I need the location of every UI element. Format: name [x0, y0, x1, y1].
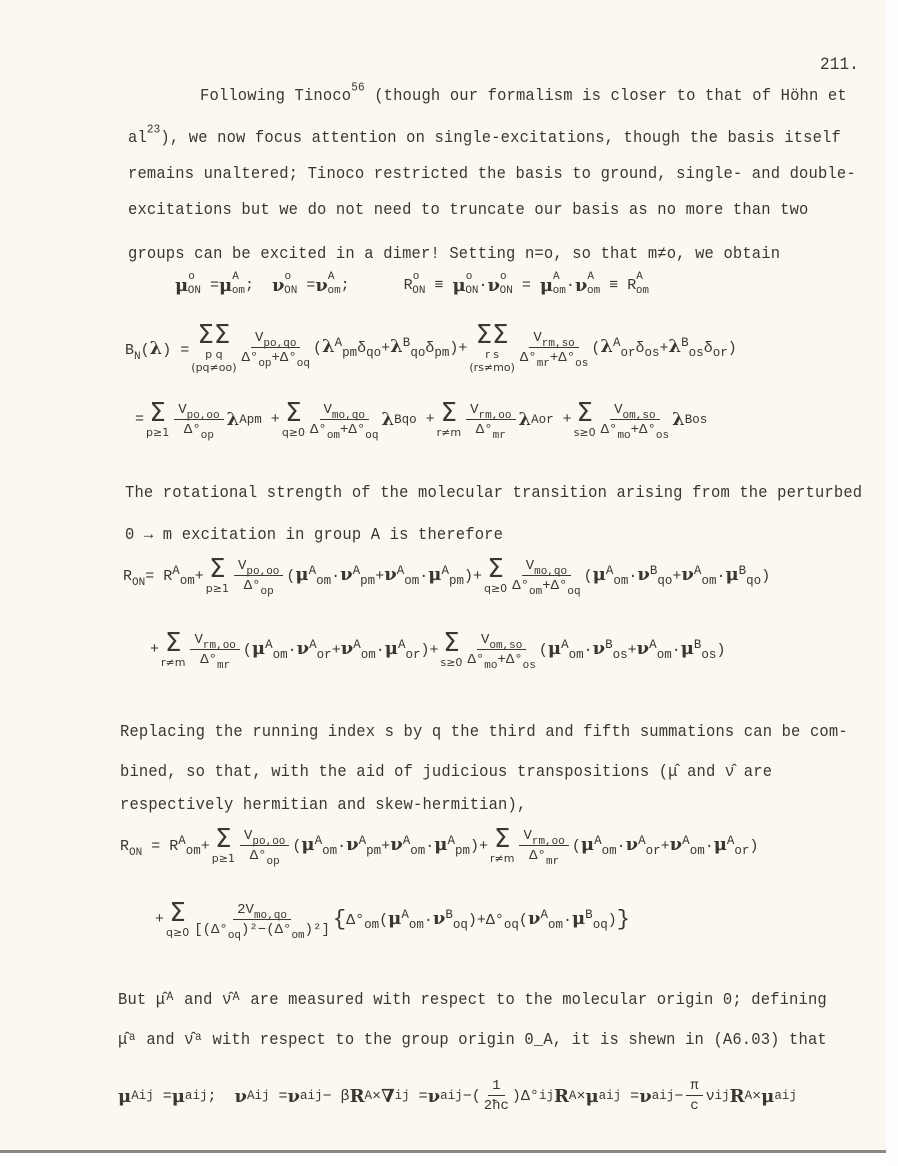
equation-r-on-combined-row2: + Σ q≥0 $\frac{2V_{mo,qo}}{[(\Delta^\circ_{oq})^2-(\Delta^\circ_{om})^2]}$ { $\Delta^\circ_{om}(\mu^A_{om}\cdot\nu^B_{oq})+\Delta^\circ_{oq}(\nu^A_{om}\cdot\mu^B_{oq})$ } — [155, 898, 630, 942]
equation-r-on-full-row2: + Σ r≠m $\frac{V_{rm,oo}}{\Delta^\circ_{mr}}$ $(\mu^A_{om}\cdot\nu^A_{or}+\nu^A_{om}\cdot\mu^A_{or})+$ Σ s≥0 $\frac{V_{om,so}}{\Delta^\circ_{mo}+\Delta^\circ_{os}}$ $(\mu^A_{om}\cdot\nu^B_{os}+\nu^A_{om}\cdot\mu^B_{os})$ — [150, 628, 726, 672]
equation-r-on-combined-row1: $R_{ON} = R^A_{om}+$ Σ p≥1 $\frac{V_{po,oo}}{\Delta^\circ_{op}}$ $(\mu^A_{om}\cdot\nu^A_{pm}+\nu^A_{om}\cdot\mu^A_{pm})+$ Σ r≠m $\frac{V_{rm,oo}}{\Delta^\circ_{mr}}$ $(\mu^A_{om}\cdot\nu^A_{or}+\nu^A_{om}\cdot\mu^A_{or})$ — [120, 824, 759, 868]
equation-moments: μ o ON = μ A om ; ν o ON = ν A om ; R o ON ≡ μ o ON · ν o ON = μ A om · ν A om ≡ R A om — [175, 270, 650, 297]
page-number: 211. — [820, 55, 860, 75]
text-line: respectively hermitian and skew-hermitian), — [120, 795, 527, 815]
text-line: The rotational strength of the molecular transition arising from the perturbed — [125, 483, 863, 503]
text-line: excitations but we do not need to truncate our basis as no more than two — [128, 200, 809, 220]
text-line: μ̂ᵃ and ν̂ᵃ with respect to the group origin 0_A, it is shewn in (A6.03) that — [118, 1030, 827, 1050]
page-edge — [886, 0, 898, 1166]
text-line: $al^{23}$), we now focus attention on single-excitations, though the basis itself — [128, 123, 841, 148]
equation-r-on-full-row1: $R_{ON}= R^A_{om}+$ Σ p≥1 $\frac{V_{po,oo}}{\Delta^\circ_{op}}$ $(\mu^A_{om}\cdot\nu^A_{pm}+\nu^A_{om}\cdot\mu^A_{pm})+$ Σ q≥0 $\frac{V_{mo,qo}}{\Delta^\circ_{om}+\Delta^\circ_{oq}}$ $(\mu^A_{om}\cdot\nu^B_{qo}+\nu^A_{om}\cdot\mu^B_{qo})$ — [123, 554, 771, 598]
text-line: bined, so that, with the aid of judicious transpositions (μ̂ and ν̂ are — [120, 762, 773, 782]
equation-bn-lambda: $B_N(\lambda)$ = ΣΣ p q (pq≠oo) $\frac{V_{po,qo}}{\Delta^\circ_{op}+\Delta^\circ_{oq}}$ $(\lambda^A_{pm}\delta_{qo}+\lambda^B_{qo}\delta_{pm})+$ ΣΣ r s (rs≠mo) $\frac{V_{rm,so}}{\Delta^\circ_{mr}+\Delta^\circ_{os}}$ $(\lambda^A_{or}\delta_{os}+\lambda^B_{os}\delta_{or})$ — [125, 320, 737, 374]
text-line: Following Tinoco$^{56}$ (though our formalism is closer to that of Höhn et — [200, 81, 847, 106]
text-line: But μ̂ᴬ and ν̂ᴬ are measured with respect to the molecular origin 0; defining — [118, 990, 827, 1010]
text-line: groups can be excited in a dimer! Setting n=o, so that m≠o, we obtain — [128, 244, 781, 264]
text-line: remains unaltered; Tinoco restricted the basis to ground, single- and double- — [128, 164, 856, 184]
text-line: 0 → m excitation in group A is therefore — [125, 525, 504, 545]
text-line: Replacing the running index s by q the third and fifth summations can be com- — [120, 722, 848, 742]
equation-bn-expanded: = Σ p≥1 $\frac{V_{po,oo}}{\Delta^\circ_{op}}$ λ A pm + Σ q≥0 $\frac{V_{mo,qo}}{\Delta^\circ_{om}+\Delta^\circ_{oq}}$ λ B qo + Σ r≠m $\frac{V_{rm,oo}}{\Delta^\circ_{mr}}$ λ A or + Σ s≥0 $\frac{V_{om,so}}{\Delta^\circ_{mo}+\Delta^\circ_{os}}$ λ B os — [135, 398, 708, 442]
equation-origin-transform: μ A ij = μ a ij ; ν A ij = ν a ij − β R A × ∇ ij = ν a ij −( $\frac{1}{2ħc}$ )Δ° ij R A × μ a ij = ν a ij − $\frac{\pi}{c}$ ν ij R A × μ a ij — [118, 1078, 797, 1114]
